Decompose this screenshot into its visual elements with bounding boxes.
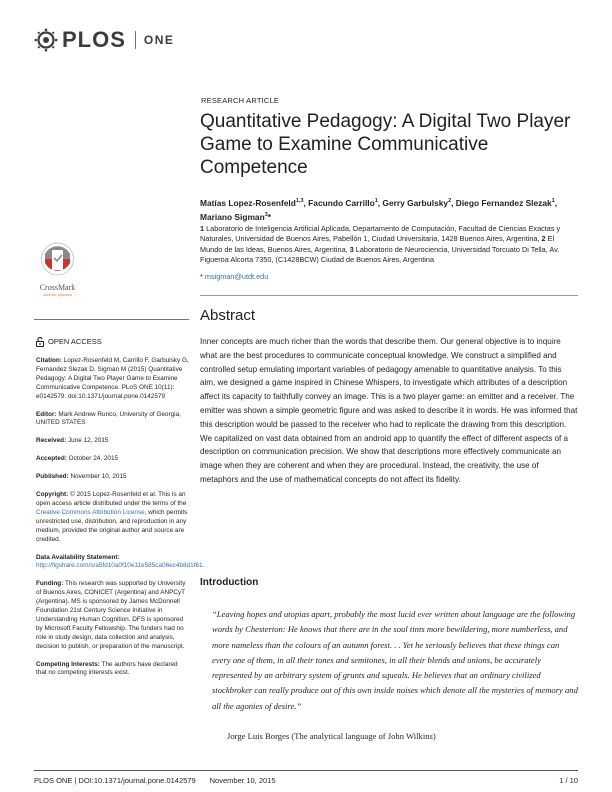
corresponding-star: * [267,211,272,222]
article-title: Quantitative Pedagogy: A Digital Two Player Game to Examine Communicative Competence [200,111,571,178]
footer-left [34,776,276,785]
plos-wordmark: PLOS [62,27,126,52]
author-name: , Mariano Sigman [200,197,558,222]
abstract-text: Inner concepts are much richer than the words that describe them. Our general objective is to inquire what are the best procedures to communicate conceptual knowledge. We construct a simplified and controlled setup emulating important variables of pedagogy amenable to quantitative analysis. To this aim, we designed a game inspired in Chinese Whispers, to investigate which attributes of a description affect its capacity to faithfully convey an image. This is a two player game: an emitter and a receiver. The emitter was shown a simple geometric figure and was asked to describe it in words. He was informed that this description would be passed to the receiver who had to replicate the drawing from this description. We capitalized on vast data obtained from an android app to quantify the effect of different aspects of a description on communication precision. We show that descriptions more effectively communicate an image when they are coherent and when they are procedural. Instead, the creativity, the use of metaphors and the use of mathematical concepts do not affect its fidelity. [200,337,578,484]
affiliation-number: 2 [541,234,546,244]
figshare-link[interactable]: http://figshare.com/s/a5fd10a0f10e11e585ca06ec4b8d1f61 [36,562,203,570]
corresponding-marker: * [200,272,205,281]
plos-one-logo [34,27,174,53]
citation-block [36,357,189,402]
license-link[interactable]: Creative Commons Attribution License [36,508,145,516]
corresponding-email-link[interactable]: msigman@utdt.edu [204,272,269,281]
received-block [36,437,189,446]
footer-date: November 10, 2015 [209,776,276,785]
open-access-badge [36,337,189,347]
copyright-label: Copyright: [36,491,69,499]
author-affiliation-ref: 1,3 [295,198,304,204]
article-info-sidebar [36,336,205,687]
footer-citation: PLOS ONE | DOI:10.1371/journal.pone.0142579 [34,776,196,785]
competing-interests-text: The authors have declared that no competing interests exist. [36,660,178,677]
sidebar-divider [34,319,189,320]
accepted-date: October 24, 2015 [66,455,119,463]
crossmark-icon [30,242,85,276]
affiliation-text: Laboratorio de Neurociencia, Universidad Torcuato Di Tella, Av. Figueroa Alcorta 7350, (C1428BCW) Ciudad de Buenos Aires, Argentina [200,244,560,265]
citation-text: Lopez-Rosenfeld M, Carrillo F, Garbulsky G, Fernandez Slezak D, Sigman M (2015) Quantitative Pedagogy: A Digital Two Player Game to Examine Communicative Competence. PLoS ONE 10(11): e0142579. doi:10.1371/journal.pone.0142579 [36,357,189,400]
data-availability-end: . [202,562,205,570]
received-date: June 12, 2015 [66,437,109,445]
author-list [200,195,580,223]
data-availability-block [36,553,205,572]
published-date: November 10, 2015 [68,473,127,481]
funding-block [36,580,189,651]
author-affiliation-ref: 3 [264,211,268,218]
epigraph-source: Jorge Luis Borges (The analytical language of John Wilkins) [227,731,436,741]
open-access-label: OPEN ACCESS [48,336,102,346]
editor-text: Mark Andrew Runco, University of Georgia, UNITED STATES [36,410,181,427]
author-name: , Diego Fernandez Slezak [451,197,552,208]
published-label: Published: [36,473,69,481]
introduction-heading: Introduction [200,577,259,588]
affiliation-text: Laboratorio de Inteligencia Artificial Aplicada, Departamento de Computación, Facultad de Ciencias Exactas y Naturales, Universidad de Buenos Aires, Pabellón 1, Ciudad Universitaria, 1428 Buenos Aires, Argentina, [200,224,561,244]
main-divider [200,295,578,296]
author-name: , Facundo Carrillo [303,197,375,208]
affiliation-number: 1 [200,224,205,233]
author-affiliation-ref: 1 [551,198,555,204]
affiliations [200,224,576,266]
funding-text: This research was supported by University of Buenos Aires, CONICET (Argentina) and ANPCyT (Argentina). MS is sponsored by James McDonnell Foundation 21st Century Science Initiative in Understanding Human Cognition. DFS is sponsored by Microsoft Faculty Fellowship. The funders had no role in study design, data collection and analysis, decision to publish, or preparation of the manuscript. [36,580,186,650]
published-block [36,473,189,482]
copyright-block [36,491,189,544]
accepted-label: Accepted: [36,455,67,463]
author-name: , Gerry Garbulsky [377,197,449,208]
received-label: Received: [36,437,67,445]
author-affiliation-ref: 1 [374,198,378,204]
crossmark-label: CrossMark [39,283,76,292]
corresponding-author [200,272,268,281]
data-availability-label: Data Availability Statement: [36,553,120,561]
page-number: 1 / 10 [559,776,578,785]
editor-block [36,411,189,429]
author-name: Matías Lopez-Rosenfeld [200,197,296,208]
crossmark-sublabel: click for updates [43,292,72,297]
plos-logo-icon [34,28,58,52]
competing-interests-label: Competing Interests: [36,660,100,668]
copyright-text-b: , which permits unrestricted use, distribution, and reproduction in any medium, provided the original author and source are credited. [36,508,188,543]
abstract-heading: Abstract [200,307,256,324]
page-footer [34,776,578,785]
open-lock-icon [36,337,44,347]
affiliation-number: 3 [349,244,354,254]
editor-label: Editor: [36,410,57,418]
copyright-text-a: © 2015 Lopez-Rosenfeld et al. This is an open access article distributed under the terms of the [36,491,187,507]
epigraph-quote: “Leaving hopes and utopias apart, probably the most lucid ever written about language are the following words by Chesterton: He knows that there are in the soul tints more bewildering, more numberless, and more nameless than the colours of an autumn forest. . . Yet he seriously believes that these things can every one of them, in all their tones and semitones, in all their blends and unions, be accurately represented by an arbitrary system of grunts and squeals. He believes that an ordinary civilized stockbroker can really produce out of this own inside noises which denote all the mysteries of memory and all the agonies of desire.” [212,609,578,711]
footer-divider [34,770,578,771]
journal-name: ONE [143,33,175,47]
article-type-label: RESEARCH ARTICLE [201,96,280,105]
author-affiliation-ref: 2 [448,198,452,204]
competing-interests-block [36,661,189,679]
logo-divider [135,31,136,49]
crossmark-badge[interactable] [30,242,85,297]
accepted-block [36,455,189,464]
affiliation-text: El Mundo de las Ideas, Buenos Aires, Argentina, [200,234,555,254]
citation-label: Citation: [36,357,62,364]
funding-label: Funding: [36,580,64,588]
